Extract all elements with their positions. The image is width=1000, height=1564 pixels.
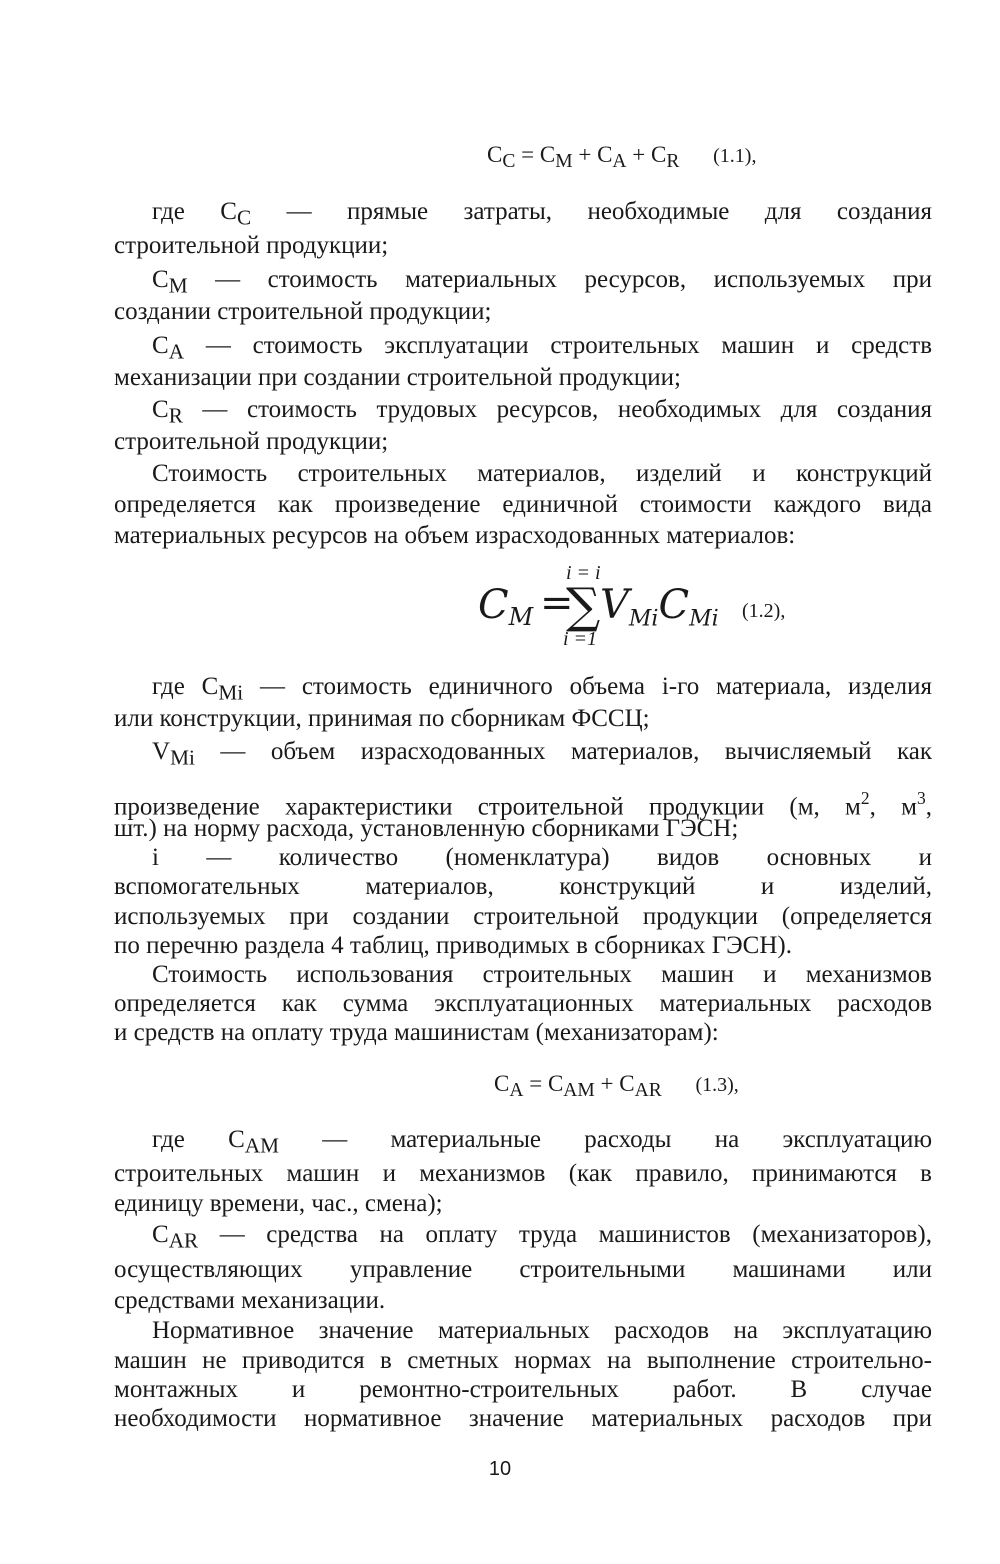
sum-upper-limit: i = i: [566, 562, 601, 584]
paragraph-line: Стоимость строительных материалов, изделий и конструкций: [152, 460, 932, 487]
definition-cr: $C_R$ — стоимость трудовых ресурсов, необходимых для создания: [152, 396, 932, 428]
definition-cmi-cont: или конструкции, принимая по сборникам ФССЦ;: [114, 705, 650, 732]
formula-number: (1.2),: [742, 600, 786, 622]
definition-i-cont: вспомогательных материалов, конструкций и изделий,: [114, 873, 932, 900]
sum-symbol: ∑: [566, 578, 601, 634]
paragraph-line: необходимости нормативное значение материальных расходов при: [114, 1405, 932, 1432]
definition-cr-cont: строительной продукции;: [114, 428, 389, 455]
definition-vmi: $V_{Mi}$ — объем израсходованных материалов, вычисляемый как: [152, 738, 932, 770]
definition-cam-cont2: единицу времени, час., смена);: [114, 1190, 443, 1217]
definition-i: i — количество (номенклатура) видов основных и: [152, 844, 932, 871]
page-number: 10: [488, 1458, 512, 1480]
paragraph-line: Нормативное значение материальных расходов на эксплуатацию: [152, 1317, 932, 1344]
definition-car-cont2: средствами механизации.: [114, 1287, 386, 1314]
formula-1-1: $C_C = C_M + C_A + C_R$ (1.1),: [487, 142, 757, 172]
definition-cm: $C_M$ — стоимость материальных ресурсов, используемых при: [152, 266, 932, 298]
definition-car-cont: осуществляющих управление строительными машинами или: [114, 1256, 932, 1283]
paragraph-line: определяется как сумма эксплуатационных материальных расходов: [114, 990, 932, 1017]
definition-vmi-cont2: шт.) на норму расхода, установленную сборниками ГЭСН;: [114, 815, 739, 842]
definition-ca-cont: механизации при создании строительной продукции;: [114, 364, 681, 391]
paragraph-line: машин не приводится в сметных нормах на выполнение строительно-: [114, 1347, 932, 1374]
formula-1-3: $C_A = C_{AM} + C_{AR}$ (1.3),: [494, 1071, 739, 1101]
definition-i-cont: по перечню раздела 4 таблиц, приводимых в сборниках ГЭСН).: [114, 932, 792, 959]
formula-number: (1.1),: [713, 145, 757, 167]
definition-vmi-cont: произведение характеристики строительной продукции (м, $м^2$, $м^3$,: [114, 788, 932, 821]
formula-number: (1.3),: [695, 1074, 739, 1096]
sum-lower-limit: i =1: [563, 628, 598, 650]
definition-cam-cont: строительных машин и механизмов (как правило, принимаются в: [114, 1160, 932, 1187]
definition-cc: где $C_C$ — прямые затраты, необходимые для создания: [152, 198, 932, 230]
definition-car: $C_{AR}$ — средства на оплату труда машинистов (механизаторов),: [152, 1221, 932, 1253]
paragraph-line: определяется как произведение единичной стоимости каждого вида: [114, 491, 932, 518]
paragraph-line: монтажных и ремонтно-строительных работ. В случае: [114, 1376, 932, 1403]
paragraph-line: материальных ресурсов на объем израсходованных материалов:: [114, 522, 796, 549]
paragraph-line: Стоимость использования строительных машин и механизмов: [152, 961, 932, 988]
definition-ca: $C_A$ — стоимость эксплуатации строительных машин и средств: [152, 332, 933, 364]
definition-cam: где $C_{AM}$ — материальные расходы на эксплуатацию: [152, 1126, 933, 1158]
definition-i-cont: используемых при создании строительной продукции (определяется: [114, 903, 932, 930]
definition-cc-cont: строительной продукции;: [114, 232, 389, 259]
definition-cmi: где $C_{Mi}$ — стоимость единичного объема i-го материала, изделия: [152, 673, 933, 705]
definition-cm-cont: создании строительной продукции;: [114, 298, 492, 325]
paragraph-line: и средств на оплату труда машинистам (механизаторам):: [114, 1019, 719, 1046]
